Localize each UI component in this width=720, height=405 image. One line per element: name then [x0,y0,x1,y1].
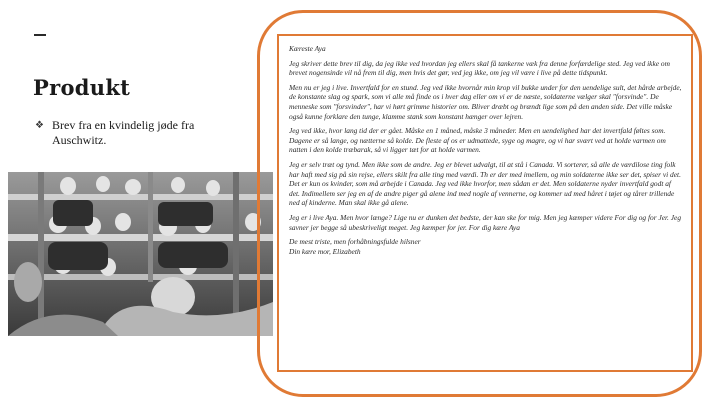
bullet-text: Brev fra en kvindelig jøde fra Auschwitz. [52,118,195,147]
letter-signoff: De mest triste, men forhåbningsfulde hilsner Din kære mor, Elizabeth [289,237,421,256]
historical-photo [8,172,273,336]
slide-title: Produkt [33,75,131,100]
letter-paragraph: Men nu er jeg i live. Invertfald for en stund. Jeg ved ikke hvornår min krop vil bukke under for den uendelige sult, det hårde arbejde, de konstante slag og spark, som vi alle må finde os i hver dag eller om vi er de næste, soldaterne vælger skal "forsvinde". De menneske som "forsvinder", har vi hørt grimme historier om. Bliver dræbt og brændt lige som på den anden side. Det ville måske også kunne forklare den tunge, klamme stank som konstant hænger over lejren. [289,82,682,121]
bullet-item [35,118,247,148]
letter-paragraph: Jeg er i live Aya. Men hvor længe? Lige nu er dunken det bedste, der kan ske for mig. Men jeg kæmper videre For dig og for Jer. Jeg savner jer begge så ubeskriveligt meget. Jeg kæmper for jer. For dig kære Aya [289,212,682,232]
letter-greeting: Kæreste Aya [289,44,326,53]
letter-paragraph: Jeg ved ikke, hvor lang tid der er gået. Måske en 1 måned, måske 3 måneder. Men en uendelighed har det invertfald føltes som. Dagene er så lange, og nætterne så kolde. De fleste af os er udmattede, syge og magre, og vi har svært ved at holde varmen om natten i den kolde træbarak, så vi ligger tæt for at holde varmen. [289,126,666,155]
letter-paragraph: Jeg skriver dette brev til dig, da jeg ikke ved hvordan jeg ellers skal få tankerne væk fra denne forfærdelige sted. Jeg ved ikke om brevet nogensinde vil nå frem til dig, men hvis det gør, ved jeg ikke, om jeg vil være i live på dette tidspunkt. [289,58,670,78]
letter-paragraph: Jeg er selv træt og tynd. Men ikke som de andre. Jeg er blevet udvalgt, til at stå i Canada. Vi sorterer, så alle de værdilose ting folk har haft med sig på sin rejse, ellers skilt fra alle ting med værdi. Th er der med imellem, og min soldaterne ikke ser det, spiser vi det. Det er kun os kvinder, som må arbejde i Canada. Jeg ved ikke hvorfor, men sådan er det. Men soldaterne nyder invertfald godt af det. Indimellem ser jeg en af de andre piger gå alene ind med nogle af vennerne, og kommer ud med håret i tøjet og tårer trillende ned af kinderne. Man skal ikke gå alene. [289,159,681,208]
letter-document [277,34,693,372]
diamond-bullet-icon: ❖ [35,120,44,131]
title-dash-accent [34,34,46,36]
